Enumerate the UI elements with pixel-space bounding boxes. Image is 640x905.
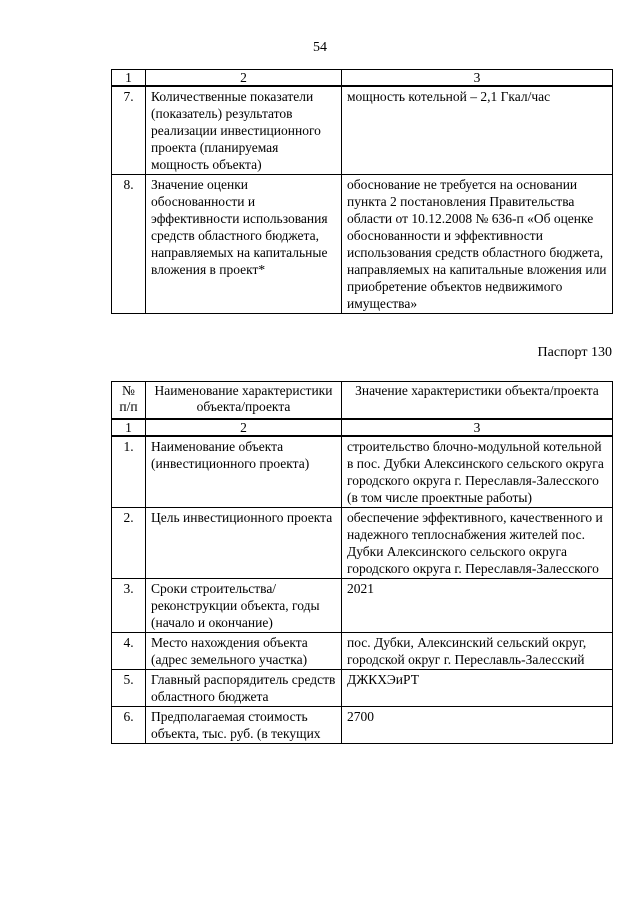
table-passport-130 <box>111 381 613 744</box>
table-passport-129-continued <box>111 69 613 314</box>
column-number-cell: 2 <box>146 70 342 87</box>
row-label: Главный распорядитель средств областного бюджета <box>146 670 342 707</box>
column-number-cell: 1 <box>112 70 146 87</box>
row-label: Значение оценки обоснованности и эффективности использования средств областного бюджета, направляемых на капитальные вложения в проект* <box>146 175 342 314</box>
table-row <box>112 508 613 579</box>
row-value: ДЖКХЭиРТ <box>342 670 613 707</box>
row-number: 4. <box>112 633 146 670</box>
row-number: 8. <box>112 175 146 314</box>
row-value: пос. Дубки, Алексинский сельский округ, городской округ г. Переславль-Залесский <box>342 633 613 670</box>
column-number-cell: 2 <box>146 419 342 436</box>
row-value: 2700 <box>342 707 613 744</box>
table-numbering-row <box>112 70 613 87</box>
row-label: Наименование объекта (инвестиционного проекта) <box>146 436 342 508</box>
row-value: мощность котельной – 2,1 Гкал/час <box>342 86 613 175</box>
table-header-row <box>112 382 613 420</box>
row-value: строительство блочно-модульной котельной в пос. Дубки Алексинского сельского округа городского округа г. Переславля-Залесского (в том числе проектные работы) <box>342 436 613 508</box>
table-row <box>112 670 613 707</box>
row-label: Сроки строительства/реконструкции объекта, годы (начало и окончание) <box>146 579 342 633</box>
row-number: 1. <box>112 436 146 508</box>
table-row <box>112 707 613 744</box>
row-label: Количественные показатели (показатель) результатов реализации инвестиционного проекта (планируемая мощность объекта) <box>146 86 342 175</box>
column-number-cell: 3 <box>342 70 613 87</box>
table-row <box>112 436 613 508</box>
header-characteristic: Наименование характеристики объекта/проекта <box>146 382 342 420</box>
row-number: 2. <box>112 508 146 579</box>
row-label: Предполагаемая стоимость объекта, тыс. руб. (в текущих <box>146 707 342 744</box>
row-value: 2021 <box>342 579 613 633</box>
row-number: 5. <box>112 670 146 707</box>
row-label: Место нахождения объекта (адрес земельного участка) <box>146 633 342 670</box>
row-number: 6. <box>112 707 146 744</box>
column-number-cell: 3 <box>342 419 613 436</box>
passport-title: Паспорт 130 <box>537 345 612 360</box>
table-row <box>112 175 613 314</box>
row-label: Цель инвестиционного проекта <box>146 508 342 579</box>
row-value: обоснование не требуется на основании пункта 2 постановления Правительства области от 10.12.2008 № 636-п «Об оценке обоснованности и эффективности использования средств областного бюджета, направляемых на капитальные вложения или приобретение объектов недвижимого имущества» <box>342 175 613 314</box>
table-row <box>112 86 613 175</box>
row-number: 3. <box>112 579 146 633</box>
row-number: 7. <box>112 86 146 175</box>
header-number: № п/п <box>112 382 146 420</box>
column-number-cell: 1 <box>112 419 146 436</box>
row-value: обеспечение эффективного, качественного и надежного теплоснабжения жителей пос. Дубки Алексинского сельского округа городского округа г. Переславля-Залесского <box>342 508 613 579</box>
table-numbering-row <box>112 419 613 436</box>
page-number: 54 <box>313 40 327 55</box>
table-row <box>112 579 613 633</box>
header-value: Значение характеристики объекта/проекта <box>342 382 613 420</box>
table-row <box>112 633 613 670</box>
